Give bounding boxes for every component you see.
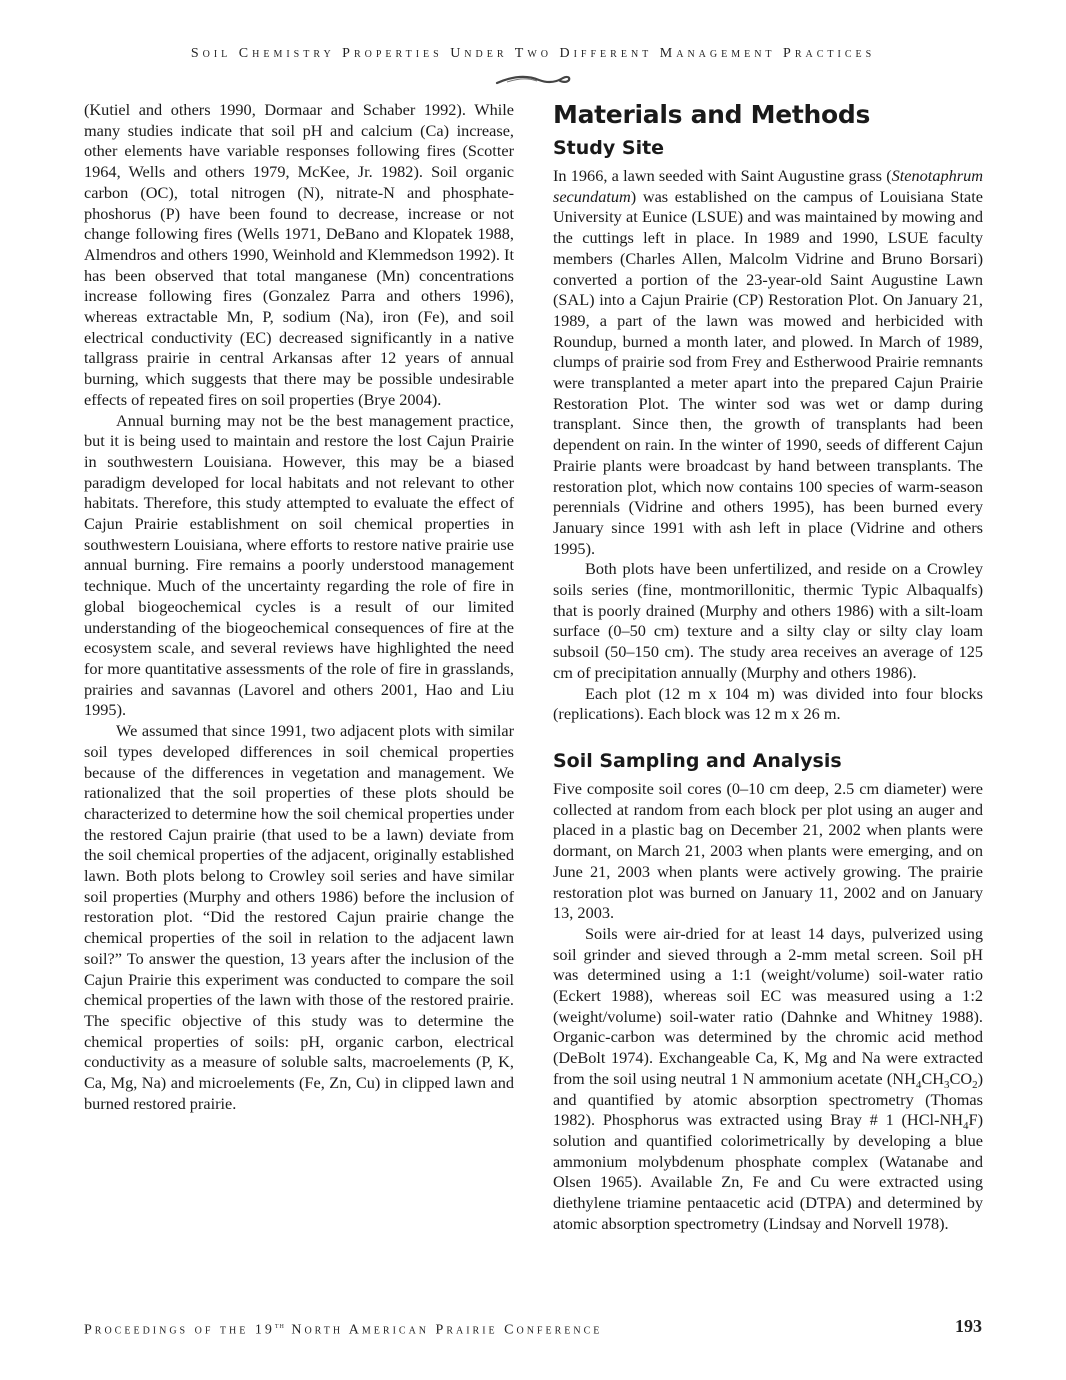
section-heading: Materials and Methods (553, 100, 871, 129)
paragraph: In 1966, a lawn seeded with Saint Augustine grass (Stenotaphrum secundatum) was established on the campus of Louisiana State University at Eunice (LSUE) and was maintained by mowing and the cuttings left in place. In 1989 and 1990, LSUE faculty members (Charles Allen, Malcolm Vidrine and Bruno Borsari) converted a portion of the 23-year-old Saint Augustine Lawn (SAL) into a Cajun Prairie (CP) Restoration Plot. On January 21, 1989, a part of the lawn was mowed and herbicided with Roundup, burned a month later, and plowed. In March of 1989, clumps of prairie sod from Frey and Estherwood Prairie remnants were transplanted a meter apart into the prepared Cajun Prairie Restoration Plot. The winter sod was wet or damp during transplant. Since then, the growth of transplants had been dependent on rain. In the winter of 1990, seeds of different Cajun Prairie plants were broadcast by hand between transplants. The restoration plot, which now contains 100 species of warm-season perennials (Vidrine and others 1995), has been burned every January since 1991 with ash left in place (Vidrine and others 1995). (553, 166, 983, 558)
flourish-ornament (493, 72, 573, 88)
page-number: 193 (955, 1316, 982, 1336)
subsection-heading: Soil Sampling and Analysis (553, 749, 842, 772)
right-column (553, 100, 983, 1234)
paragraph: Each plot (12 m x 104 m) was divided into four blocks (replications). Each block was 12 m x 26 m. (553, 683, 983, 724)
paragraph: (Kutiel and others 1990, Dormaar and Schaber 1992). While many studies indicate that soil pH and calcium (Ca) increase, other elements have variable responses following fires (Scotter 1964, Wells and others 1979, McKee, Jr. 1982). Soil organic carbon (OC), total nitrogen (N), nitrate-N and phosphate-phoshorus (P) have been found to decrease, increase or not change following fires (Wells 1971, DeBano and Klopatek 1988, Almendros and others 1990, Weinhold and Klemmedson 1992). It has been observed that total manganese (Mn) concentrations increase following fires (Gonzalez Parra and others 1996), whereas extractable Mn, P, sodium (Na), iron (Fe), and soil electrical conductivity (EC) decreased significantly in a native tallgrass prairie in central Arkansas after 12 years of annual burning, which suggests that there may be possible undesirable effects of repeated fires on soil properties (Brye 2004). (84, 100, 514, 409)
paragraph: We assumed that since 1991, two adjacent plots with similar soil types developed differences in soil chemical properties because of the differences in vegetation and management. We rationalized that the soil properties of these plots should be characterized to determine how the soil chemical properties under the restored Cajun prairie (that used to be a lawn) deviate from the soil chemical properties of the adjacent, originally established lawn. Both plots belong to Crowley soil series and have similar soil properties (Murphy and others 1986) before the inclusion of restoration plot. “Did the restored Cajun prairie change the chemical properties of the soil in relation to the adjacent lawn soil?” To answer the question, 13 years after the inclusion of the Cajun Prairie this experiment was conducted to compare the soil chemical properties of the lawn with those of the restored prairie. The specific objective of this study was to determine the chemical properties of soils: pH, organic carbon, electrical conductivity as a measure of soluble salts, macroelements (P, K, Ca, Mg, Na) and microelements (Fe, Zn, Cu) in clipped lawn and burned restored prairie. (84, 721, 514, 1113)
footer-journal-title: Proceedings of the 19th North American Prairie Conference (84, 1320, 603, 1338)
subsection-heading: Study Site (553, 137, 665, 159)
running-header: Soil Chemistry Properties Under Two Different Management Practices (190, 46, 876, 61)
paragraph: Soils were air-dried for at least 14 days, pulverized using soil grinder and sieved through a 2-mm metal screen. Soil pH was determined using a 1:1 (weight/volume) soil-water ratio (Eckert 1988), whereas soil EC was measured using a 1:2 (weight/volume) soil-water ratio (Dahnke and Whitney 1988). Organic-carbon was determined by the chromic acid method (DeBolt 1974). Exchangeable Ca, K, Mg and Na were extracted from the soil using neutral 1 N ammonium acetate $(NH_4CH_3CO_2)$ and quantified by atomic absorption spectrometry (Thomas 1982). Phosphorus was extracted using Bray # 1 $(HCl-NH_4F)$ solution and quantified colorimetrically by developing a blue ammonium molybdenum phosphate complex (Watanabe and Olsen 1965). Available Zn, Fe and Cu were extracted using diethylene triamine pentaacetic acid (DTPA) and determined by atomic absorption spectrometry (Lindsay and Norvell 1978). (553, 923, 983, 1233)
paragraph: Both plots have been unfertilized, and reside on a Crowley soils series (fine, montmorillonitic, thermic Typic Albaqualfs) that is poorly drained (Murphy and others 1986) with a silt-loam surface (0–50 cm) texture and a silty clay or silty clay loam subsoil (50–150 cm). The study area receives an average of 125 cm of precipitation annually (Murphy and others 1986). (553, 559, 983, 682)
paragraph: Annual burning may not be the best management practice, but it is being used to maintain and restore the lost Cajun Prairie in southwestern Louisiana. However, this may be a biased paradigm developed for local habitats and not relevant to other habitats. Therefore, this study attempted to evaluate the effect of Cajun Prairie establishment on soil chemical properties in southwestern Louisiana, where efforts to restore native prairie use annual burning. Fire remains a poorly understood management technique. Much of the uncertainty regarding the role of fire in global biogeochemical cycles is a result of our limited understanding of the biogeochemical consequences of fire at the ecosystem scale, and several reviews have highlighted the need for more quantitative assessments of the role of fire in grasslands, prairies and savannas (Lavorel and others 2001, Hao and Liu 1995). (84, 410, 514, 720)
left-column (84, 100, 514, 1114)
paragraph: Five composite soil cores (0–10 cm deep, 2.5 cm diameter) were collected at random from each block per plot using an auger and placed in a plastic bag on December 21, 2002 when plants were dormant, on March 21, 2003 when plants were emerging, and on June 21, 2003 when plants were actively growing. The prairie restoration plot was burned on January 11, 2002 and on January 13, 2003. (553, 778, 983, 923)
species-name: Stenotaphrum secundatum (553, 166, 983, 206)
